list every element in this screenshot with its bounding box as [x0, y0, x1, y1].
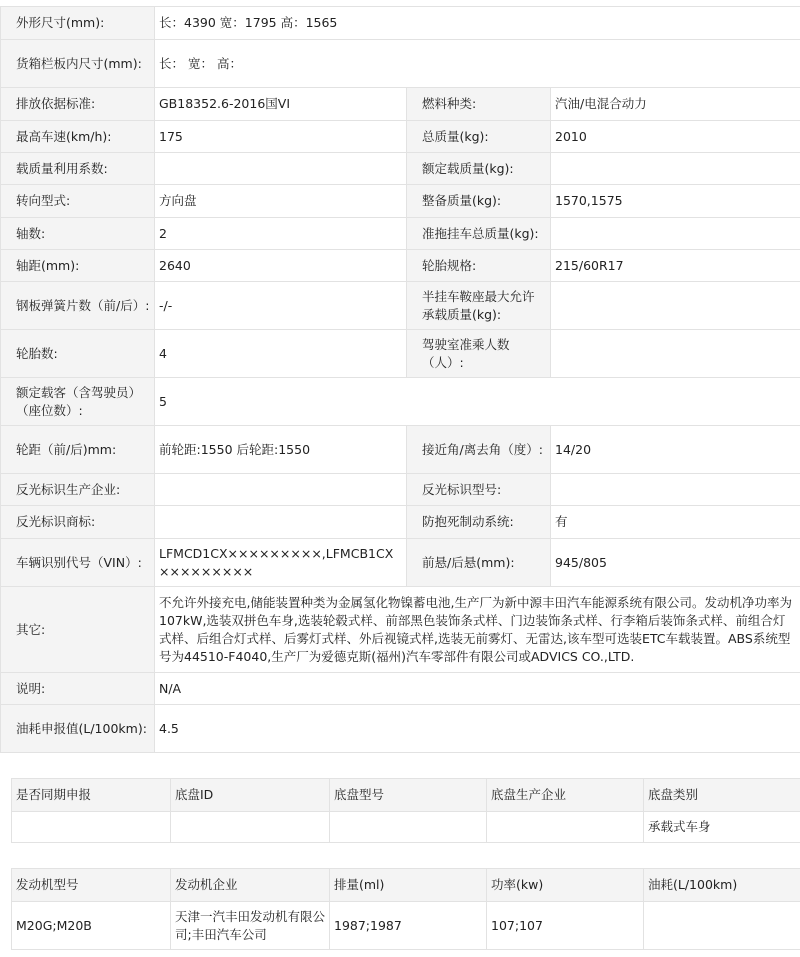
chassis-header-cell: 底盘型号 [330, 779, 487, 812]
spec-label: 货箱栏板内尺寸(mm): [1, 40, 155, 88]
chassis-header-row [12, 779, 800, 812]
spec-value: 4.5 [155, 705, 800, 753]
spec-value: 不允许外接充电,储能装置种类为金属氢化物镍蓄电池,生产厂为新中源丰田汽车能源系统有限公司。发动机净功率为107kW,选装双拼色车身,选装轮毂式样、前部黑色装饰条式样、门边装饰条式样、行李箱后装饰条式样、前组合灯式样、后组合灯式样、后雾灯式样、外后视镜式样,选装无前雾灯、无雷达,该车型可选装ETC车载装置。ABS系统型号为44510-F4040,生产厂为爱德克斯(福州)汽车零部件有限公司或ADVICS CO.,LTD. [155, 587, 800, 673]
spec-value: 5 [155, 378, 800, 426]
chassis-cell [330, 812, 487, 843]
spec-value: 215/60R17 [551, 250, 800, 282]
chassis-data-row [12, 812, 800, 843]
spec-label: 准拖挂车总质量(kg): [407, 218, 551, 250]
spec-row [1, 121, 800, 153]
spec-label: 反光标识生产企业: [1, 474, 155, 506]
spec-value: 2010 [551, 121, 800, 153]
spec-value: 长： 宽： 高： [155, 40, 800, 88]
spec-row [1, 250, 800, 282]
chassis-cell [171, 812, 330, 843]
spec-row [1, 282, 800, 330]
spec-value: 方向盘 [155, 185, 407, 218]
spec-value [551, 474, 800, 506]
spec-label: 总质量(kg): [407, 121, 551, 153]
spec-row [1, 378, 800, 426]
spec-label: 其它: [1, 587, 155, 673]
spec-row [1, 426, 800, 474]
spec-row [1, 218, 800, 250]
spec-row [1, 673, 800, 705]
chassis-cell [487, 812, 644, 843]
engine-data-row [12, 902, 800, 950]
spec-value [551, 153, 800, 185]
engine-header-cell: 发动机型号 [12, 869, 171, 902]
spec-label: 转向型式: [1, 185, 155, 218]
engine-cell: 天津一汽丰田发动机有限公司;丰田汽车公司 [171, 902, 330, 950]
spec-value: 1570,1575 [551, 185, 800, 218]
spec-value [155, 153, 407, 185]
spec-label: 轮距（前/后)mm: [1, 426, 155, 474]
spec-row [1, 587, 800, 673]
spec-value: 175 [155, 121, 407, 153]
engine-header-cell: 功率(kw) [487, 869, 644, 902]
spec-label: 额定载质量(kg): [407, 153, 551, 185]
spec-value: 14/20 [551, 426, 800, 474]
engine-header-cell: 发动机企业 [171, 869, 330, 902]
spec-value: 2 [155, 218, 407, 250]
spec-value [551, 330, 800, 378]
spec-value [551, 282, 800, 330]
spec-value: N/A [155, 673, 800, 705]
engine-header-row [12, 869, 800, 902]
spec-row [1, 153, 800, 185]
spec-row [1, 506, 800, 539]
spec-label: 燃料种类: [407, 88, 551, 121]
spec-label: 钢板弹簧片数（前/后）: [1, 282, 155, 330]
spec-label: 驾驶室准乘人数（人）: [407, 330, 551, 378]
spec-label: 轮胎数: [1, 330, 155, 378]
spec-value [155, 506, 407, 539]
spec-row [1, 40, 800, 88]
spec-row [1, 7, 800, 40]
engine-cell [644, 902, 800, 950]
spec-value: LFMCD1CX×××××××××,LFMCB1CX××××××××× [155, 539, 407, 587]
spec-row [1, 474, 800, 506]
spec-label: 防抱死制动系统: [407, 506, 551, 539]
engine-table [11, 868, 800, 950]
spec-label: 整备质量(kg): [407, 185, 551, 218]
spec-value: 有 [551, 506, 800, 539]
spec-label: 接近角/离去角（度）: [407, 426, 551, 474]
spec-label: 反光标识商标: [1, 506, 155, 539]
spec-label: 前悬/后悬(mm): [407, 539, 551, 587]
spec-label: 额定载客（含驾驶员）（座位数）: [1, 378, 155, 426]
chassis-header-cell: 底盘ID [171, 779, 330, 812]
chassis-table [11, 778, 800, 843]
spec-value: 前轮距:1550 后轮距:1550 [155, 426, 407, 474]
chassis-header-cell: 底盘类别 [644, 779, 800, 812]
chassis-header-cell: 是否同期申报 [12, 779, 171, 812]
spec-value: GB18352.6-2016国VI [155, 88, 407, 121]
vehicle-spec-table [0, 6, 800, 753]
spec-label: 半挂车鞍座最大允许承载质量(kg): [407, 282, 551, 330]
spec-label: 外形尺寸(mm): [1, 7, 155, 40]
spec-value: 4 [155, 330, 407, 378]
engine-header-cell: 排量(ml) [330, 869, 487, 902]
engine-cell: 107;107 [487, 902, 644, 950]
chassis-cell: 承载式车身 [644, 812, 800, 843]
spec-value: 945/805 [551, 539, 800, 587]
spec-row [1, 330, 800, 378]
spec-label: 载质量利用系数: [1, 153, 155, 185]
spec-value: 汽油/电混合动力 [551, 88, 800, 121]
spec-label: 车辆识别代号（VIN）: [1, 539, 155, 587]
spec-label: 反光标识型号: [407, 474, 551, 506]
spec-label: 油耗申报值(L/100km): [1, 705, 155, 753]
spec-value: 长：4390 宽：1795 高：1565 [155, 7, 800, 40]
engine-cell: 1987;1987 [330, 902, 487, 950]
spec-value: 2640 [155, 250, 407, 282]
spec-row [1, 185, 800, 218]
chassis-header-cell: 底盘生产企业 [487, 779, 644, 812]
chassis-cell [12, 812, 171, 843]
spec-row [1, 539, 800, 587]
spec-label: 轴数: [1, 218, 155, 250]
spec-label: 说明: [1, 673, 155, 705]
spec-value [551, 218, 800, 250]
spec-value: -/- [155, 282, 407, 330]
spec-row [1, 705, 800, 753]
spec-label: 最高车速(km/h): [1, 121, 155, 153]
spec-label: 轮胎规格: [407, 250, 551, 282]
engine-cell: M20G;M20B [12, 902, 171, 950]
spec-label: 排放依据标准: [1, 88, 155, 121]
spec-row [1, 88, 800, 121]
engine-header-cell: 油耗(L/100km) [644, 869, 800, 902]
spec-label: 轴距(mm): [1, 250, 155, 282]
spec-value [155, 474, 407, 506]
